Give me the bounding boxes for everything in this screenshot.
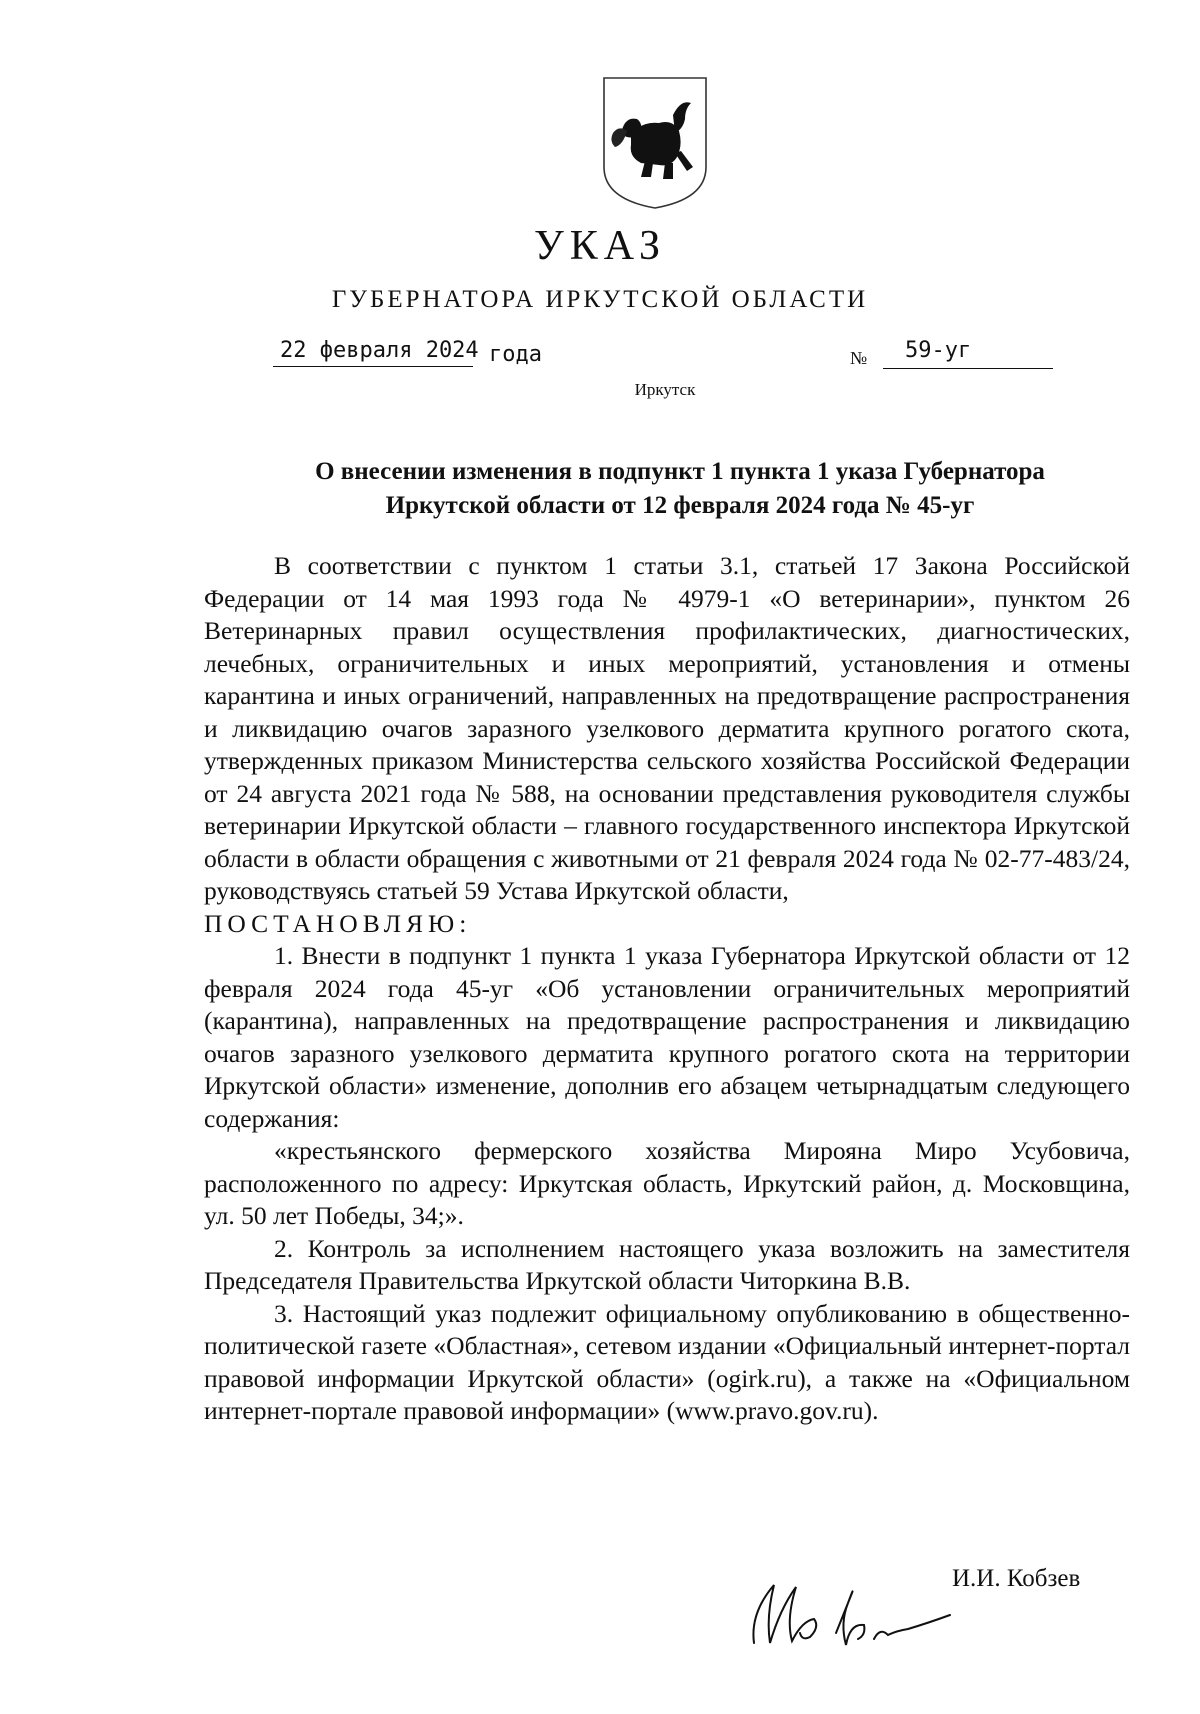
document-title: УКАЗ (533, 223, 667, 269)
decree-number: 59-уг (905, 338, 972, 363)
item-3-paragraph: 3. Настоящий указ подлежит официальному опубликованию в общественно-политической газете «Областная», сетевом издании «Официальный интернет-портал правовой информации Иркутской области» (ogirk.ru), а также на «Официальном интернет-портале правовой информации» (www.pravo.gov.ru). (204, 1298, 1130, 1425)
item-1-paragraph: 1. Внести в подпункт 1 пункта 1 указа Губернатора Иркутской области от 12 февраля 2024 года 45-уг «Об установлении ограничительных мероприятий (карантина), направленных на предотвращение распространения и ликвидацию очагов заразного узелкового дерматита крупного рогатого скота на территории Иркутской области» изменение, дополнив его абзацем четырнадцатым следующего содержания: (204, 941, 1130, 1133)
decree-date-suffix: года (489, 342, 542, 367)
preamble-paragraph: В соответствии с пунктом 1 статьи 3.1, статьей 17 Закона Российской Федерации от 14 мая 1993 года № 4979-1 «О ветеринарии», пунктом 26 Ветеринарных правил осуществления профилактических, диагностических, лечебных, ограничительных и иных мероприятий, установления и отмены карантина и иных ограничений, направленных на предотвращение распространения и ликвидацию очагов заразного узелкового дерматита крупного рогатого скота, утвержденных приказом Министерства сельского хозяйства Российской Федерации от 24 августа 2021 года № 588, на основании представления руководителя службы ветеринарии Иркутской области – главного государственного инспектора Иркутской области в области обращения с животными от 21 февраля 2024 года № 02-77-483/24, руководствуясь статьей 59 Устава Иркутской области, (204, 551, 1130, 905)
decree-body (204, 550, 1130, 1428)
handwritten-signature (740, 1573, 960, 1653)
decree-word: ПОСТАНОВЛЯЮ: (204, 908, 472, 938)
number-underline (883, 368, 1053, 369)
decree-heading (150, 455, 1200, 523)
item-2-paragraph: 2. Контроль за исполнением настоящего указа возложить на заместителя Председателя Правительства Иркутской области Читоркина В.В. (204, 1233, 1130, 1295)
coat-of-arms-icon (601, 75, 709, 211)
date-underline (273, 366, 473, 367)
heading-line-2: Иркутской области от 12 февраля 2024 года № 45-уг (385, 492, 975, 519)
number-sign: № (850, 348, 868, 368)
city-label: Иркутск (634, 380, 696, 399)
decree-date: 22 февраля 2024 (280, 338, 479, 363)
document-subtitle: ГУБЕРНАТОРА ИРКУТСКОЙ ОБЛАСТИ (331, 286, 869, 313)
heading-line-1: О внесении изменения в подпункт 1 пункта 1 указа Губернатора (315, 458, 1045, 485)
signatory-name: И.И. Кобзев (952, 1565, 1081, 1592)
item-1-quote: «крестьянского фермерского хозяйства Мирояна Миро Усубовича, расположенного по адресу: Иркутская область, Иркутский район, д. Московщина, ул. 50 лет Победы, 34;». (204, 1136, 1130, 1230)
